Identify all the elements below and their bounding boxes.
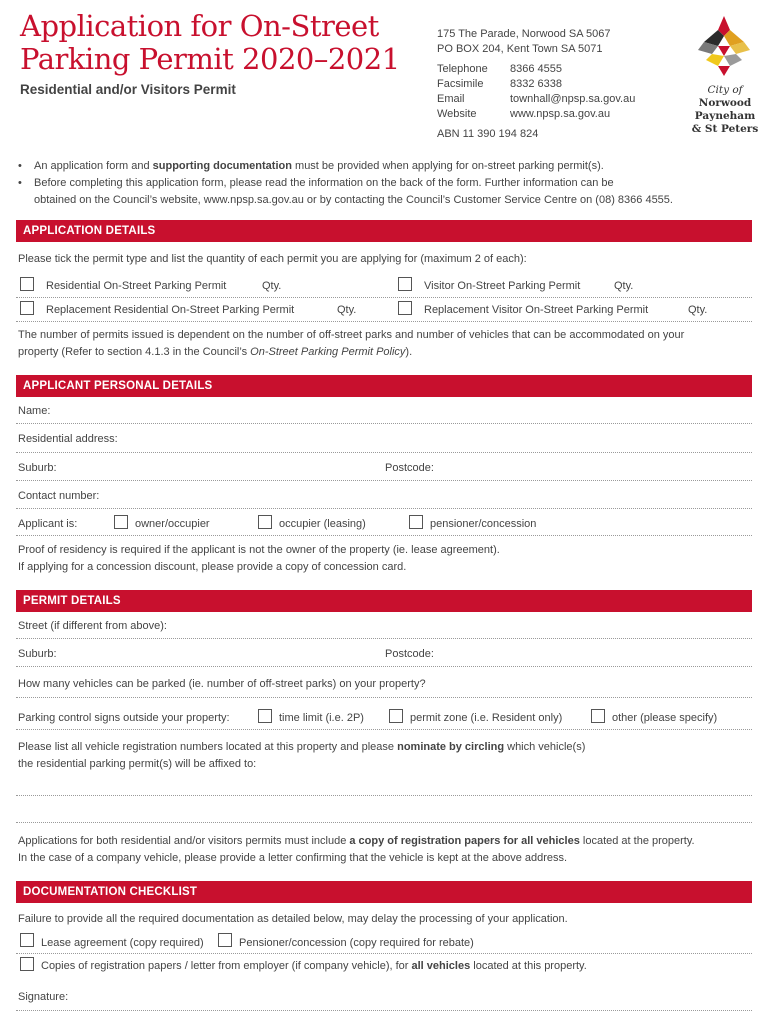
- contact-details: [437, 62, 635, 122]
- contact-field-line[interactable]: [16, 508, 752, 509]
- replacement-visitor-checkbox[interactable]: [398, 301, 412, 315]
- suburb-field-line[interactable]: [16, 480, 752, 481]
- section-heading-application: APPLICATION DETAILS: [16, 220, 752, 242]
- lease-agreement-label: Lease agreement (copy required): [41, 937, 204, 949]
- contact-row-website: Website www.npsp.sa.gov.au: [437, 108, 611, 120]
- street-field-line[interactable]: [16, 638, 752, 639]
- vehicles-question: How many vehicles can be parked (ie. number of off-street parks) on your property?: [18, 678, 426, 690]
- occupier-leasing-checkbox[interactable]: [258, 515, 272, 529]
- permit-note-line-1: The number of permits issued is dependent on the number of off-street parks and number of vehicles that can be accommodated on your: [18, 329, 685, 341]
- name-label: Name:: [18, 405, 51, 417]
- pensioner-concession-label: pensioner/concession: [430, 518, 537, 530]
- other-sign-checkbox[interactable]: [591, 709, 605, 723]
- owner-occupier-checkbox[interactable]: [114, 515, 128, 529]
- title-line-1: Application for On-Street: [20, 9, 379, 43]
- section-heading-personal: APPLICANT PERSONAL DETAILS: [16, 375, 752, 397]
- address-line-2: PO BOX 204, Kent Town SA 5071: [437, 43, 603, 55]
- intro-bullets: [18, 158, 758, 209]
- lease-agreement-checkbox[interactable]: [20, 933, 34, 947]
- visitor-permit-label: Visitor On-Street Parking Permit: [424, 280, 581, 292]
- proof-note-line-1: Proof of residency is required if the applicant is not the owner of the property (ie. lease agreement).: [18, 544, 500, 556]
- council-address: [437, 27, 610, 57]
- contact-row-email: Email townhall@npsp.sa.gov.au: [437, 93, 636, 105]
- bullet-1: • An application form and supporting documentation must be provided when applying for on-street parking permit(s).: [18, 160, 604, 172]
- replacement-visitor-qty-label: Qty.: [688, 304, 708, 316]
- permit-suburb-field-line[interactable]: [16, 666, 752, 667]
- divider: [16, 297, 752, 298]
- divider: [16, 321, 752, 322]
- applicant-is-label: Applicant is:: [18, 518, 78, 530]
- bullet-2-cont: obtained on the Council’s website, www.npsp.sa.gov.au or by contacting the Council’s Customer Service Centre on (08) 8366 4555.: [34, 194, 673, 206]
- divider: [16, 953, 752, 954]
- permit-zone-label: permit zone (i.e. Resident only): [410, 712, 563, 724]
- registration-field-line-1[interactable]: [16, 795, 752, 796]
- bullet-2: • Before completing this application form, please read the information on the back of the form. Further information can be: [18, 177, 614, 189]
- residential-permit-label: Residential On-Street Parking Permit: [46, 280, 227, 292]
- permit-suburb-label: Suburb:: [18, 648, 57, 660]
- other-sign-label: other (please specify): [612, 712, 718, 724]
- section-heading-permit: PERMIT DETAILS: [16, 590, 752, 612]
- permit-note-line-2: property (Refer to section 4.1.3 in the Council’s On-Street Parking Permit Policy).: [18, 346, 413, 358]
- replacement-residential-qty-label: Qty.: [337, 304, 357, 316]
- title-line-2: Parking Permit 2020–2021: [20, 42, 400, 76]
- failure-note: Failure to provide all the required documentation as detailed below, may delay the processing of your application.: [18, 913, 568, 925]
- registration-copies-label: Copies of registration papers / letter from employer (if company vehicle), for all vehicles located at this property.: [41, 960, 587, 972]
- signature-label: Signature:: [18, 991, 69, 1003]
- applications-note: Applications for both residential and/or visitors permits must include a copy of registration papers for all vehicles located at the property.: [18, 835, 695, 847]
- form-title: [20, 10, 400, 76]
- residential-permit-checkbox[interactable]: [20, 277, 34, 291]
- contact-row-telephone: Telephone 8366 4555: [437, 63, 562, 75]
- contact-row-facsimile: Facsimile 8332 6338: [437, 78, 562, 90]
- suburb-label: Suburb:: [18, 462, 57, 474]
- replacement-residential-checkbox[interactable]: [20, 301, 34, 315]
- address-line-1: 175 The Parade, Norwood SA 5067: [437, 28, 611, 40]
- council-logo-text: City of Norwood Payneham & St Peters: [691, 84, 759, 135]
- proof-note-line-2: If applying for a concession discount, please provide a copy of concession card.: [18, 561, 407, 573]
- registration-instruction-cont: the residential parking permit(s) will be affixed to:: [18, 758, 257, 770]
- pensioner-copy-checkbox[interactable]: [218, 933, 232, 947]
- signature-field-line[interactable]: [16, 1010, 752, 1011]
- divider: [16, 729, 752, 730]
- company-vehicle-note: In the case of a company vehicle, please provide a letter confirming that the vehicle is kept at the above address.: [18, 852, 568, 864]
- contact-number-label: Contact number:: [18, 490, 100, 502]
- owner-occupier-label: owner/occupier: [135, 518, 210, 530]
- visitor-qty-label: Qty.: [614, 280, 634, 292]
- council-logo-icon: [696, 14, 752, 78]
- visitor-permit-checkbox[interactable]: [398, 277, 412, 291]
- section-heading-checklist: DOCUMENTATION CHECKLIST: [16, 881, 752, 903]
- time-limit-label: time limit (i.e. 2P): [279, 712, 364, 724]
- address-field-line[interactable]: [16, 452, 752, 453]
- residential-address-label: Residential address:: [18, 433, 118, 445]
- vehicles-field-line[interactable]: [16, 697, 752, 698]
- divider: [16, 535, 752, 536]
- name-field-line[interactable]: [16, 423, 752, 424]
- street-label: Street (if different from above):: [18, 620, 167, 632]
- pensioner-copy-label: Pensioner/concession (copy required for rebate): [239, 937, 474, 949]
- postcode-label: Postcode:: [385, 462, 434, 474]
- pensioner-concession-checkbox[interactable]: [409, 515, 423, 529]
- registration-field-line-2[interactable]: [16, 822, 752, 823]
- registration-copies-checkbox[interactable]: [20, 957, 34, 971]
- permit-instruction: Please tick the permit type and list the quantity of each permit you are applying for (maximum 2 of each):: [18, 253, 527, 265]
- replacement-visitor-label: Replacement Visitor On-Street Parking Permit: [424, 304, 649, 316]
- permit-zone-checkbox[interactable]: [389, 709, 403, 723]
- signs-question: Parking control signs outside your property:: [18, 712, 230, 724]
- occupier-leasing-label: occupier (leasing): [279, 518, 366, 530]
- abn-number: ABN 11 390 194 824: [437, 128, 539, 140]
- residential-qty-label: Qty.: [262, 280, 282, 292]
- permit-postcode-label: Postcode:: [385, 648, 434, 660]
- replacement-residential-label: Replacement Residential On-Street Parking Permit: [46, 304, 295, 316]
- form-subtitle: Residential and/or Visitors Permit: [20, 82, 236, 97]
- time-limit-checkbox[interactable]: [258, 709, 272, 723]
- registration-instruction: Please list all vehicle registration numbers located at this property and please nominate by circling which vehicle(s): [18, 741, 586, 753]
